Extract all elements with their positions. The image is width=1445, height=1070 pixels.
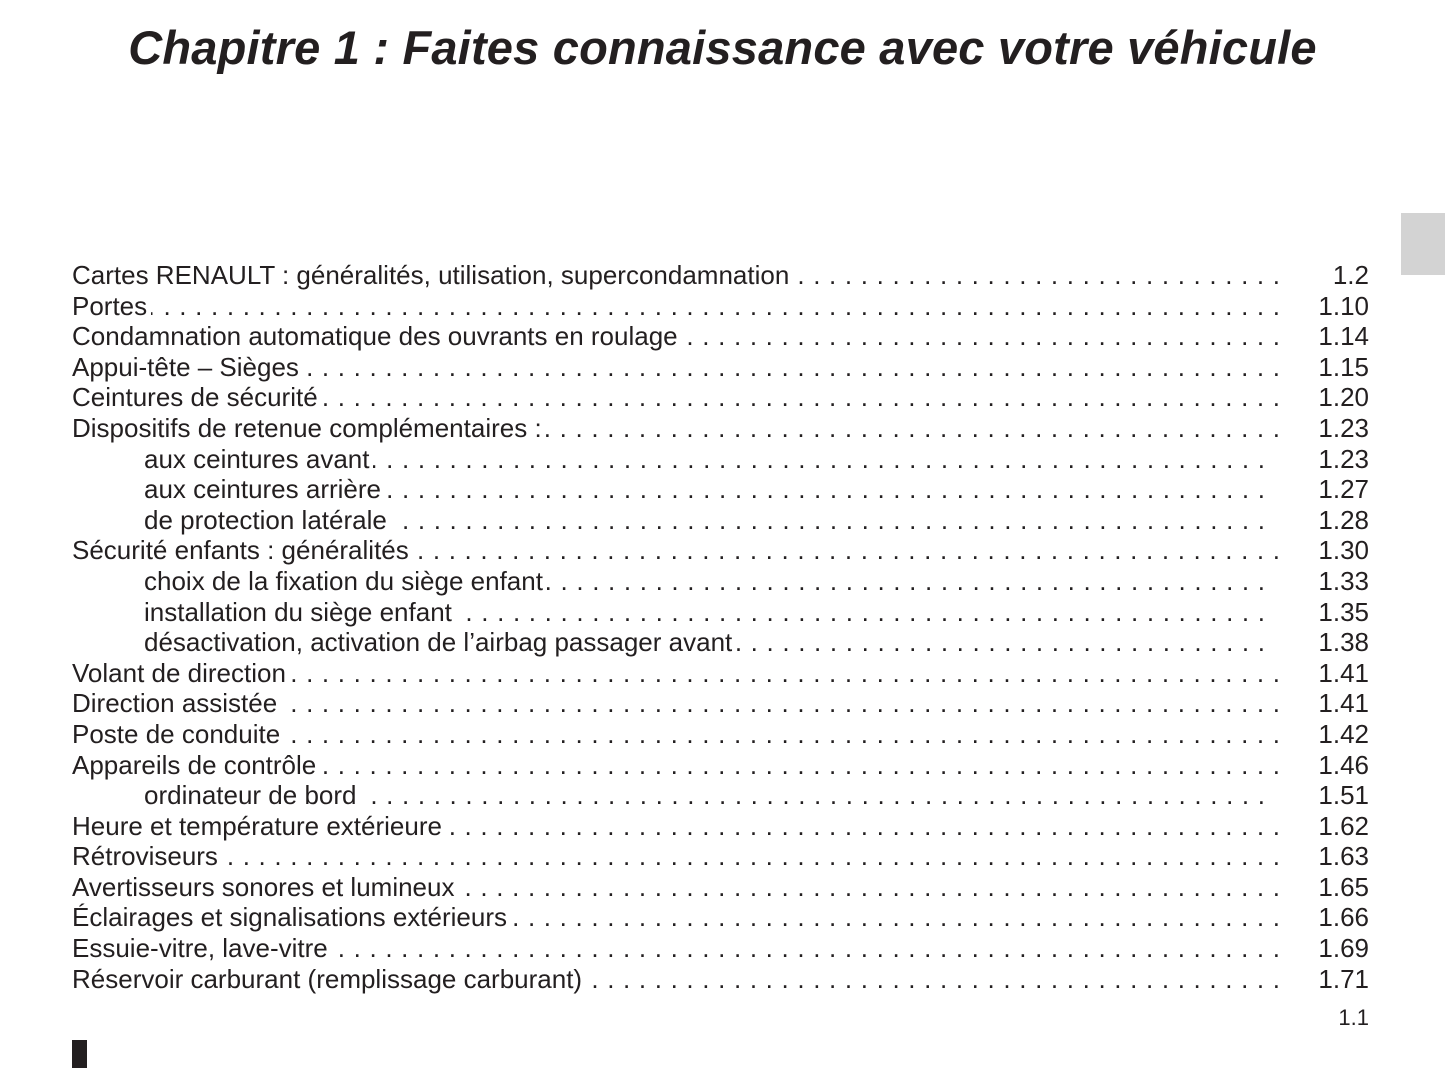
toc-entry-label: Sécurité enfants : généralités [72,535,413,566]
toc-leader [72,260,1280,291]
toc-entry[interactable] [72,841,1369,872]
toc-entry-label: installation du siège enfant [144,597,456,628]
toc-entry[interactable] [72,291,1369,322]
toc-leader [144,505,1265,536]
toc-entry-label: ordinateur de bord [144,780,360,811]
toc-entry[interactable] [72,413,1369,444]
toc-entry-label: aux ceintures avant [144,444,373,475]
toc-leader [144,597,1265,628]
toc-subentry[interactable] [72,474,1369,505]
toc-page-ref: 1.65 [1318,871,1369,902]
toc-dot-leader [391,505,1265,536]
toc-dot-leader [332,933,1280,964]
toc-page-ref: 1.35 [1318,596,1369,627]
toc-page-ref: 1.41 [1318,688,1369,719]
toc-leader [72,658,1280,689]
toc-entry[interactable] [72,811,1369,842]
toc-page-ref: 1.66 [1318,902,1369,933]
toc-dot-leader [290,658,1280,689]
toc-entry-label: Direction assistée [72,688,281,719]
toc-entry-label: Volant de direction [72,658,290,689]
toc-subentry[interactable] [72,505,1369,536]
table-of-contents [72,260,1369,994]
toc-entry[interactable] [72,382,1369,413]
toc-leader [72,413,1280,444]
toc-entry-label: Appareils de contrôle [72,750,320,781]
toc-entry[interactable] [72,688,1369,719]
toc-dot-leader [151,291,1280,322]
toc-entry[interactable] [72,352,1369,383]
toc-leader [72,352,1280,383]
toc-entry-label: Réservoir carburant (remplissage carburant) [72,964,586,995]
toc-dot-leader [682,321,1280,352]
toc-dot-leader [222,841,1280,872]
toc-page-ref: 1.63 [1318,841,1369,872]
toc-leader [144,474,1265,505]
toc-page-ref: 1.71 [1318,963,1369,994]
toc-page-ref: 1.69 [1318,933,1369,964]
toc-page-ref: 1.42 [1318,718,1369,749]
toc-leader [72,902,1280,933]
toc-entry-label: Essuie-vitre, lave-vitre [72,933,332,964]
toc-subentry[interactable] [72,780,1369,811]
toc-leader [72,321,1280,352]
toc-dot-leader [456,597,1265,628]
toc-dot-leader [458,872,1280,903]
toc-entry[interactable] [72,321,1369,352]
toc-leader [72,719,1280,750]
toc-entry[interactable] [72,902,1369,933]
toc-entry[interactable] [72,964,1369,995]
toc-dot-leader [303,352,1280,383]
toc-dot-leader [373,444,1265,475]
toc-entry-label: Condamnation automatique des ouvrants en roulage [72,321,682,352]
toc-leader [72,964,1280,995]
toc-page-ref: 1.10 [1318,290,1369,321]
toc-dot-leader [320,750,1280,781]
toc-leader [72,688,1280,719]
toc-dot-leader [547,566,1265,597]
toc-page-ref: 1.33 [1318,565,1369,596]
toc-leader [72,841,1280,872]
chapter-title: Chapitre 1 : Faites connaissance avec votre véhicule [128,21,1317,74]
toc-leader [72,933,1280,964]
toc-dot-leader [511,902,1280,933]
toc-entry[interactable] [72,933,1369,964]
toc-leader [144,566,1265,597]
toc-page-ref: 1.27 [1318,474,1369,505]
toc-page-ref: 1.62 [1318,810,1369,841]
toc-page-ref: 1.2 [1332,260,1369,290]
toc-page-ref: 1.23 [1318,412,1369,443]
toc-entry-label: Avertisseurs sonores et lumineux [72,872,458,903]
toc-dot-leader [446,811,1280,842]
toc-dot-leader [284,719,1280,750]
toc-dot-leader [413,535,1280,566]
toc-page-ref: 1.15 [1318,351,1369,382]
toc-leader [144,627,1265,658]
toc-leader [72,750,1280,781]
page-number: 1.1 [1338,1005,1369,1030]
toc-entry-label: désactivation, activation de l’airbag passager avant [144,627,736,658]
toc-leader [72,872,1280,903]
toc-dot-leader [385,474,1265,505]
toc-leader [72,291,1280,322]
toc-entry[interactable] [72,719,1369,750]
toc-dot-leader [546,413,1280,444]
toc-page-ref: 1.30 [1318,535,1369,566]
footer-marker-bar [72,1040,87,1068]
toc-page-ref: 1.41 [1318,657,1369,688]
toc-dot-leader [586,964,1280,995]
toc-dot-leader [360,780,1265,811]
toc-entry[interactable] [72,872,1369,903]
toc-dot-leader [736,627,1265,658]
toc-dot-leader [793,260,1280,291]
toc-entry-label: Portes [72,291,151,322]
toc-entry-label: Appui-tête – Sièges [72,352,303,383]
toc-entry-label: Ceintures de sécurité [72,382,322,413]
toc-page-ref: 1.38 [1318,627,1369,658]
toc-page-ref: 1.46 [1318,749,1369,780]
toc-entry-label: Heure et température extérieure [72,811,446,842]
toc-entry-label: Cartes RENAULT : généralités, utilisation, supercondamnation [72,260,793,291]
toc-page-ref: 1.51 [1318,780,1369,811]
toc-entry-label: aux ceintures arrière [144,474,385,505]
toc-leader [72,382,1280,413]
toc-entry-label: Rétroviseurs [72,841,222,872]
toc-entry-label: Poste de conduite [72,719,284,750]
chapter-side-tab [1401,213,1445,275]
toc-page-ref: 1.23 [1318,443,1369,474]
toc-page-ref: 1.14 [1318,321,1369,352]
toc-entry-label: Dispositifs de retenue complémentaires : [72,413,546,444]
toc-subentry[interactable] [72,444,1369,475]
toc-leader [72,535,1280,566]
toc-dot-leader [281,688,1280,719]
toc-subentry[interactable] [72,597,1369,628]
toc-subentry[interactable] [72,627,1369,658]
toc-leader [144,444,1265,475]
toc-page-ref: 1.28 [1318,504,1369,535]
toc-subentry[interactable] [72,566,1369,597]
toc-entry[interactable] [72,658,1369,689]
toc-entry[interactable] [72,535,1369,566]
toc-entry[interactable] [72,750,1369,781]
toc-entry-label: de protection latérale [144,505,391,536]
toc-entry-label: Éclairages et signalisations extérieurs [72,902,511,933]
toc-leader [144,780,1265,811]
toc-page-ref: 1.20 [1318,382,1369,413]
toc-leader [72,811,1280,842]
toc-entry[interactable] [72,260,1369,291]
toc-entry-label: choix de la fixation du siège enfant [144,566,547,597]
toc-dot-leader [322,382,1280,413]
